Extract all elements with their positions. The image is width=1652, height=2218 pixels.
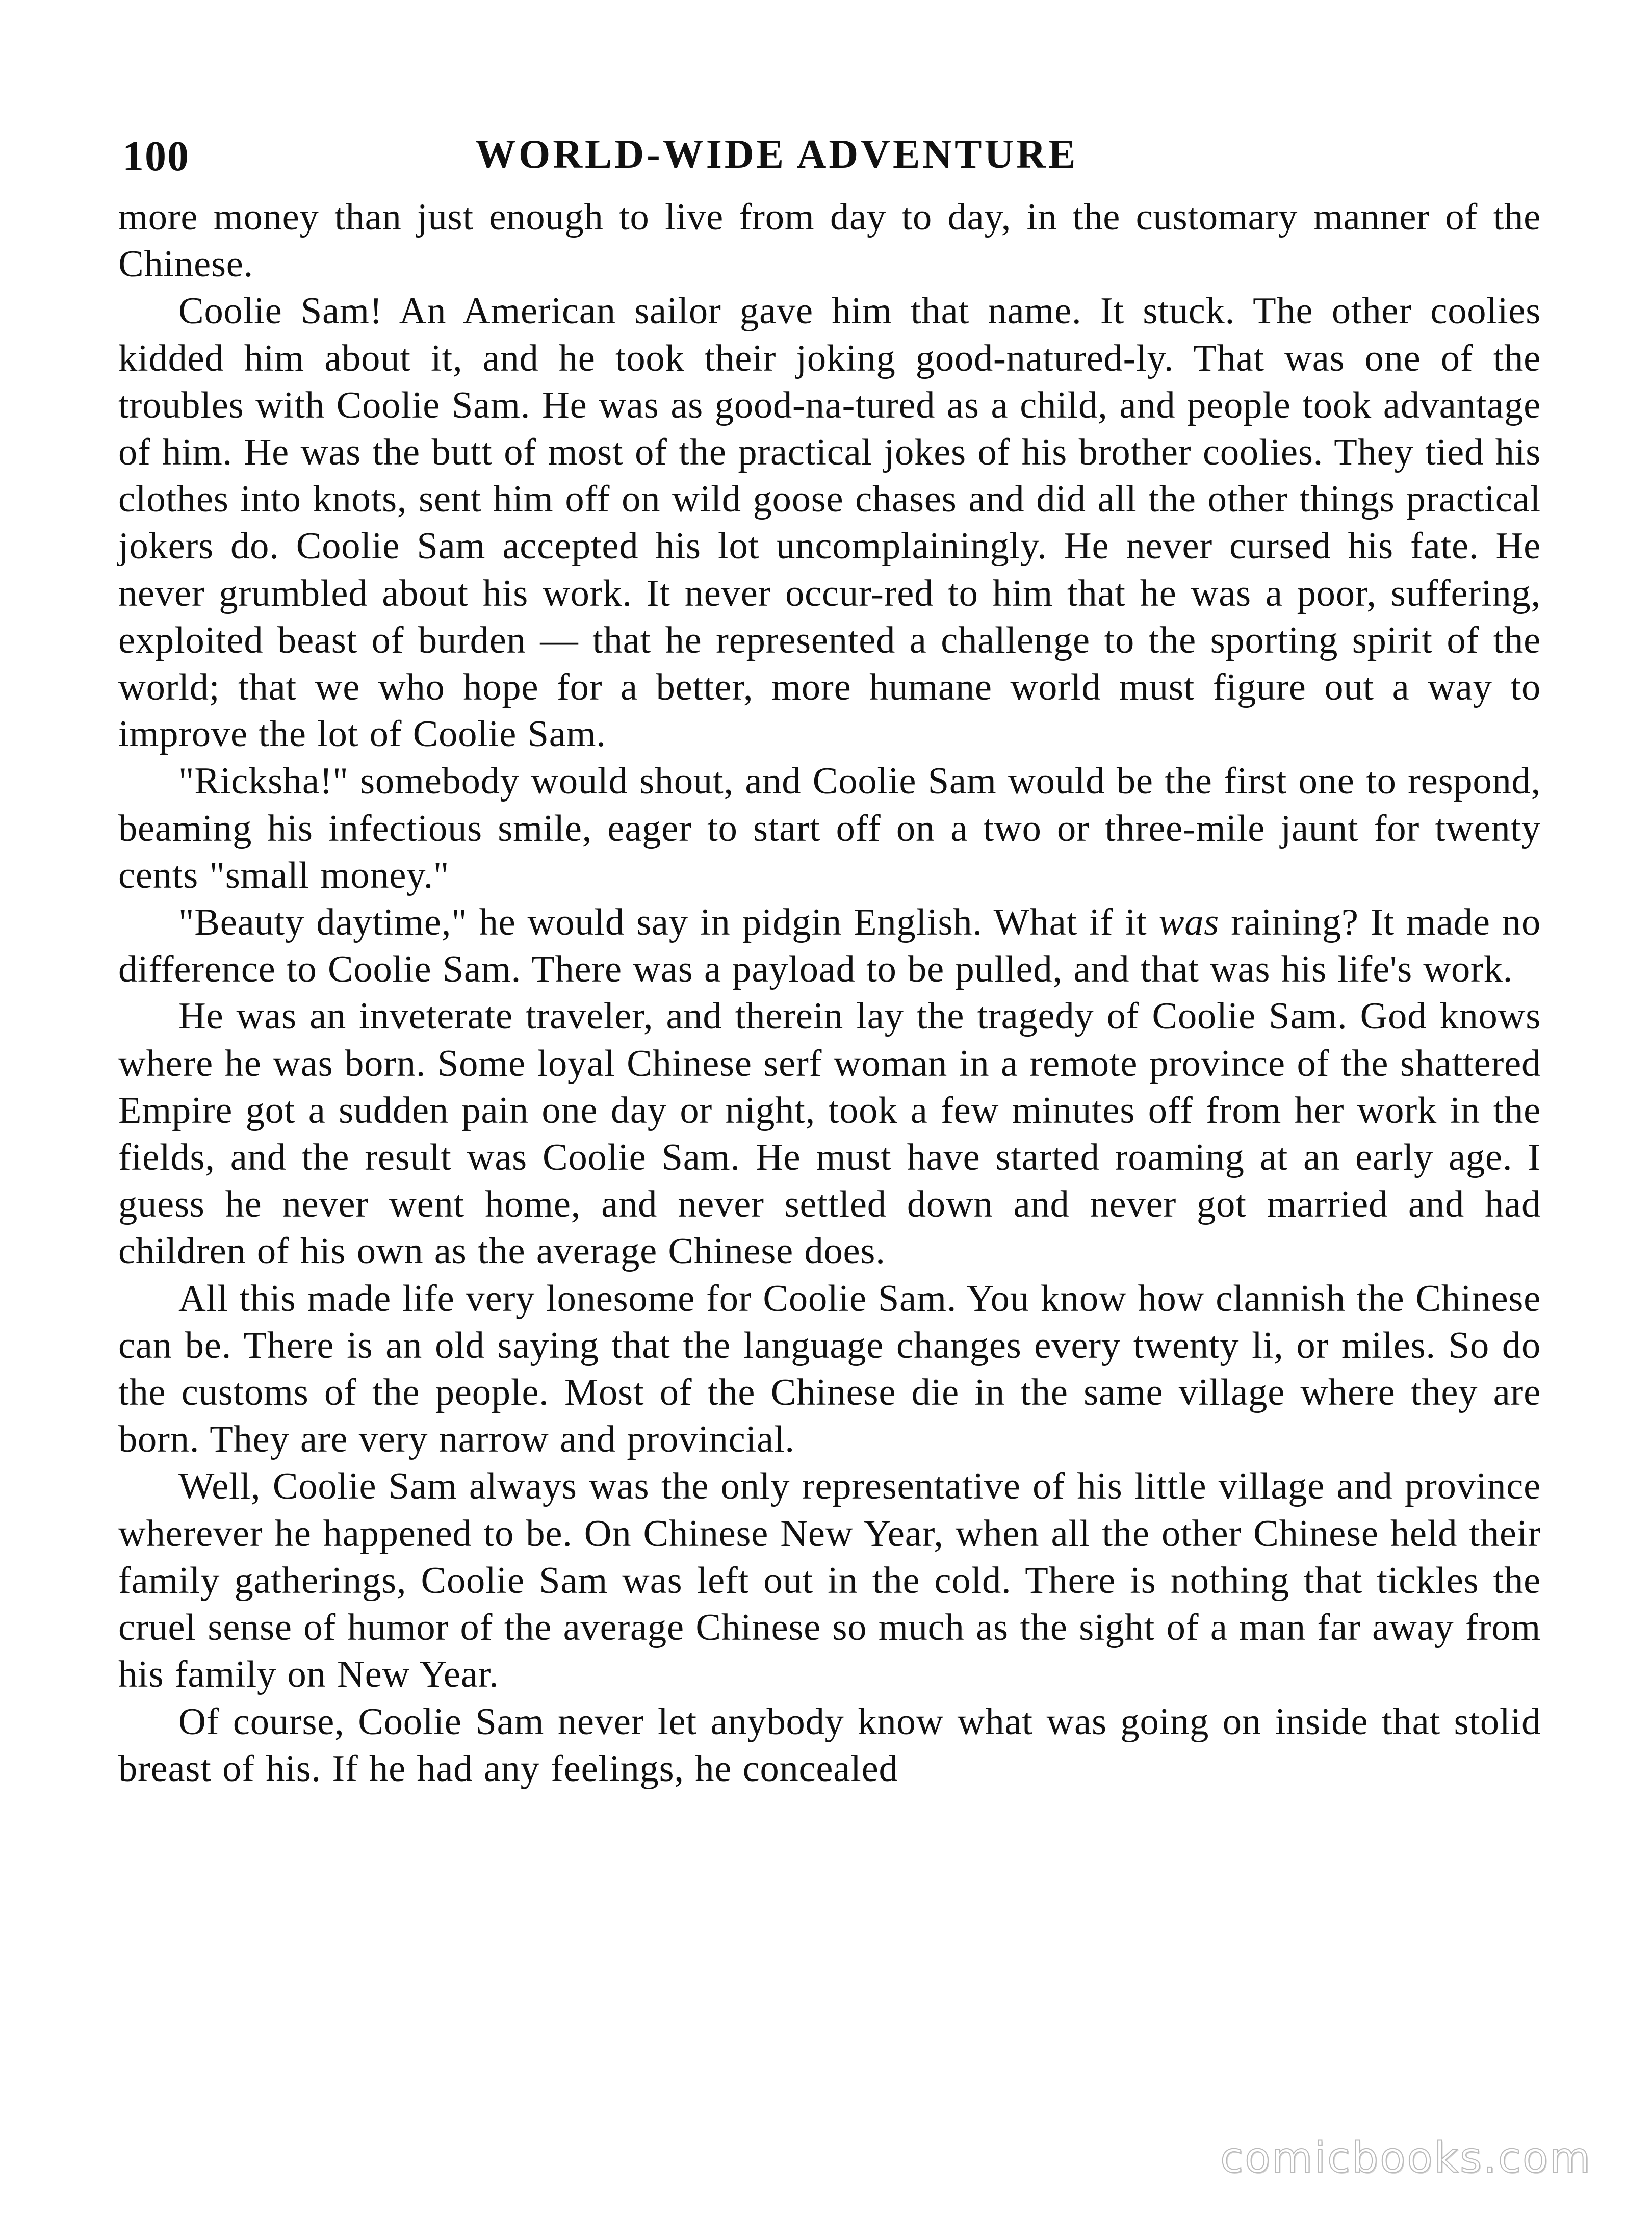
paragraph: He was an inveterate traveler, and therein lay the tragedy of Coolie Sam. God knows where he was born. Some loyal Chinese serf woman in a remote province of the shattered Empire got a sudden pain one day or night, took a few minutes off from her work in the fields, and the result was Coolie Sam. He must have started roaming at an early age. I guess he never went home, and never settled down and never got married and had children of his own as the average Chinese does. xyxy=(118,995,1541,1273)
watermark: comicbooks.com xyxy=(1220,2134,1592,2182)
body-text xyxy=(118,194,1541,1792)
page-number: 100 xyxy=(122,133,190,180)
text-run: "Beauty daytime," he would say in pidgin English. What if it xyxy=(178,901,1159,944)
book-page xyxy=(118,117,1541,1792)
text-run: raining? It made no difference to Coolie Sam. There was a payload to be pulled, and that was his life's work. xyxy=(118,901,1541,991)
page-header xyxy=(118,117,1541,194)
paragraph: Of course, Coolie Sam never let anybody know what was going on inside that stolid breast of his. If he had any feelings, he concealed xyxy=(118,1700,1541,1790)
italic-word: was xyxy=(1158,901,1220,944)
paragraph: Well, Coolie Sam always was the only representative of his little village and province wherever he happened to be. On Chinese New Year, when all the other Chinese held their family gatherings, Coolie Sam was left out in the cold. There is nothing that tickles the cruel sense of humor of the average Chinese so much as the sight of a man far away from his family on New Year. xyxy=(118,1465,1541,1696)
paragraph: "Ricksha!" somebody would shout, and Coolie Sam would be the first one to respond, beaming his infectious smile, eager to start off on a two or three-mile jaunt for twenty cents "small money." xyxy=(118,760,1541,896)
paragraph-continued: more money than just enough to live from day to day, in the customary manner of the Chinese. xyxy=(118,196,1541,286)
paragraph-with-italic xyxy=(118,899,1541,993)
running-head: WORLD-WIDE ADVENTURE xyxy=(475,132,1078,177)
paragraph: Coolie Sam! An American sailor gave him that name. It stuck. The other coolies kidded him about it, and he took their joking good-natured-ly. That was one of the troubles with Coolie Sam. He was as good-na-tured as a child, and people took advantage of him. He was the butt of most of the practical jokes of his brother coolies. They tied his clothes into knots, sent him off on wild goose chases and did all the other things practical jokers do. Coolie Sam accepted his lot uncomplainingly. He never cursed his fate. He never grumbled about his work. It never occur-red to him that he was a poor, suffering, exploited beast of burden — that he represented a challenge to the sporting spirit of the world; that we who hope for a better, more humane world must figure out a way to improve the lot of Coolie Sam. xyxy=(118,290,1541,756)
paragraph: All this made life very lonesome for Coolie Sam. You know how clannish the Chinese can be. There is an old saying that the language changes every twenty li, or miles. So do the customs of the people. Most of the Chinese die in the same village where they are born. They are very narrow and provincial. xyxy=(118,1277,1541,1461)
